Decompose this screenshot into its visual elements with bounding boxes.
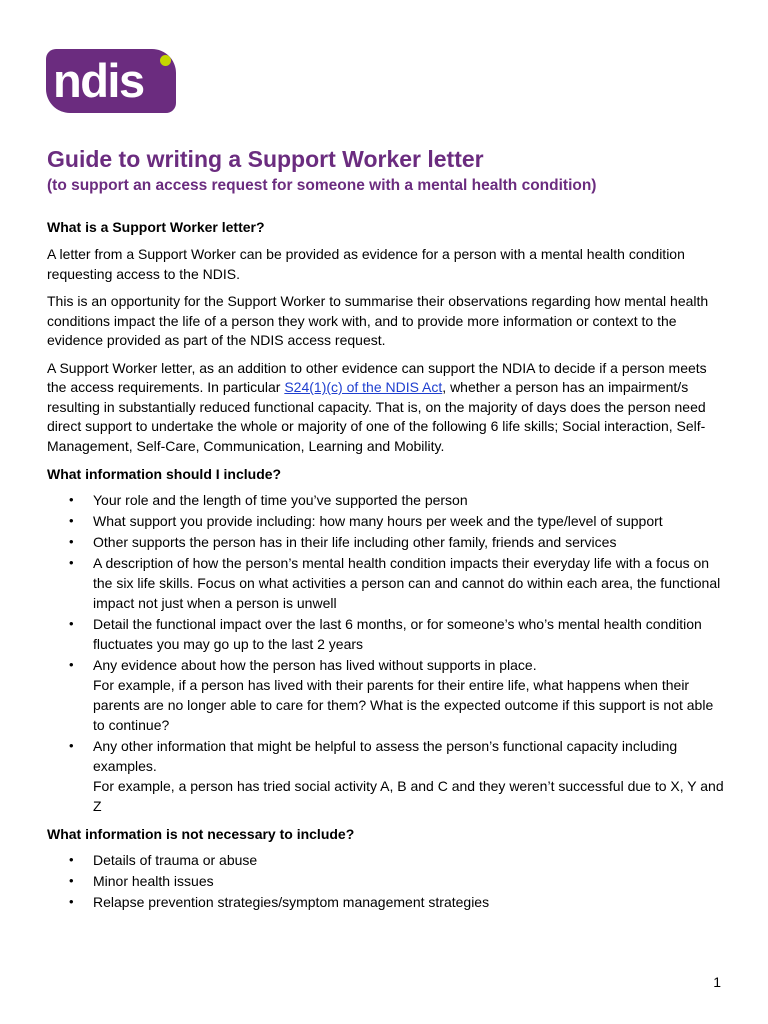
bullet-icon: • [69,873,74,888]
bullet-icon: • [69,738,74,753]
list-item: • Detail the functional impact over the last 6 months, or for someone’s who’s mental health condition fluctuates you may go up to the last 2 years [69,616,702,652]
bullet-icon: • [69,492,74,507]
bullet-icon: • [69,534,74,549]
bullet-icon: • [69,513,74,528]
list-item: • Relapse prevention strategies/symptom management strategies [69,894,490,910]
page-number: 1 [713,974,721,990]
list-item: • Any other information that might be helpful to assess the person’s functional capacity including examples. For example, a person has tried social activity A, B and C and they weren’t successful due to X, Y and Z [69,738,724,814]
paragraph-1: A letter from a Support Worker can be provided as evidence for a person with a mental health condition requesting access to the NDIS. [47,246,685,282]
include-list [47,490,727,816]
bullet-icon: • [69,555,74,570]
document-body [47,144,727,913]
list-item: • Your role and the length of time you’ve supported the person [69,492,468,508]
section-heading-include: What information should I include? [47,466,282,482]
ndis-act-link[interactable]: S24(1)(c) of the NDIS Act [284,379,443,395]
paragraph-3 [47,359,727,457]
paragraph-3-end: , whether a person has an impairment/s resulting in substantially reduced functional capacity. That is, on the majority of days does the person need direct support to undertake the whole or majority of one of the following 6 life skills; Social interaction, Self-Management, Self-Care, Communication, Learning and Mobility. [47,379,706,454]
bullet-icon: • [69,657,74,672]
page-title: Guide to writing a Support Worker letter [47,146,484,172]
paragraph-2: This is an opportunity for the Support Worker to summarise their observations regarding how mental health conditions impact the life of a person they work with, and to provide more information or context to the evidence provided as part of the NDIS access request. [47,293,709,348]
section-heading-not-necessary: What information is not necessary to include? [47,826,355,842]
list-item: • Minor health issues [69,873,214,889]
list-item: • Other supports the person has in their life including other family, friends and services [69,534,617,550]
page-subtitle: (to support an access request for someone with a mental health condition) [47,177,597,194]
exclude-list [47,850,727,912]
bullet-icon: • [69,894,74,909]
logo-text: ndis [53,54,144,107]
bullet-icon: • [69,852,74,867]
list-item: • What support you provide including: how many hours per week and the type/level of support [69,513,663,529]
ndis-logo [46,49,176,113]
list-item: • A description of how the person’s mental health condition impacts their everyday life with a focus on the six life skills. Focus on what activities a person can and cannot do within each area, the functional impact not just when a person is unwell [69,555,721,611]
bullet-icon: • [69,616,74,631]
logo-dot [160,55,171,66]
list-item: • Any evidence about how the person has lived without supports in place. For example, if a person has lived with their parents for their entire life, what happens when their parents are no longer able to care for them? What is the expected outcome if this support is not able to continue? [69,657,714,733]
paragraph-3-start: A Support Worker letter, as an addition to other evidence can support the NDIA to decide if a person meets the access requirements. In particular [47,359,707,395]
section-heading-what-is: What is a Support Worker letter? [47,219,265,235]
list-item: • Details of trauma or abuse [69,852,258,868]
